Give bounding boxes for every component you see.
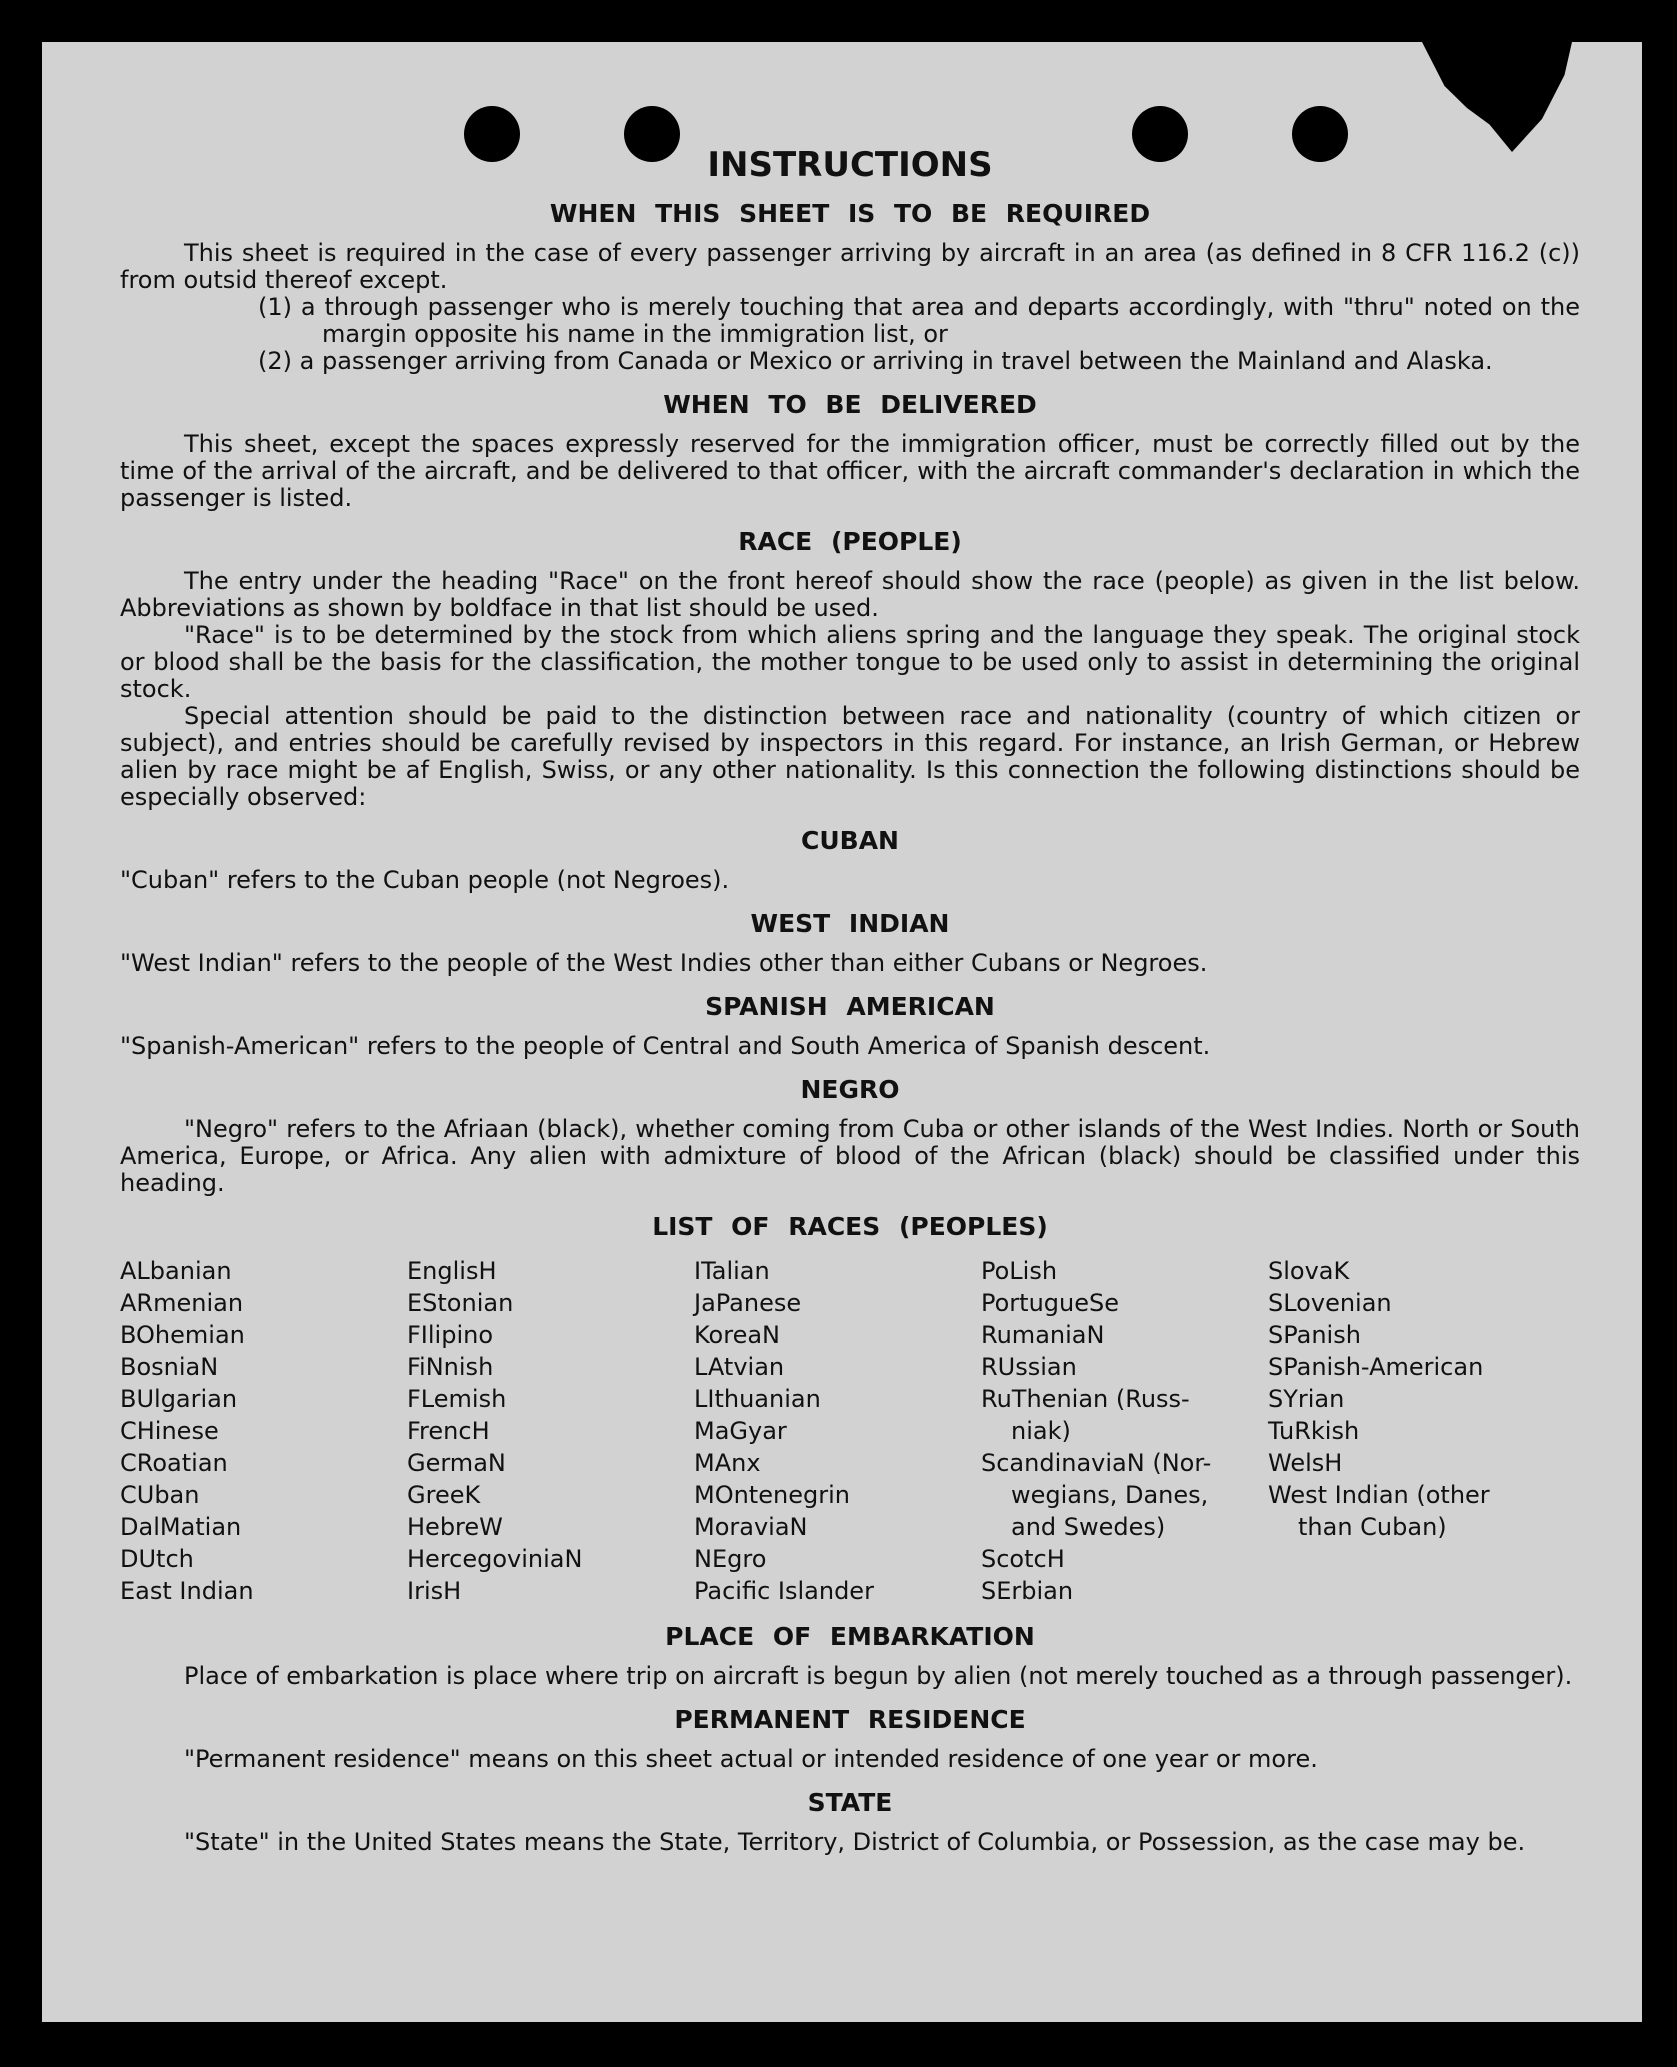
heading-embarkation: PLACE OF EMBARKATION bbox=[665, 1622, 1035, 1651]
race-list-item: than Cuban) bbox=[1298, 1513, 1447, 1541]
race-list-item: ALbanian bbox=[120, 1257, 232, 1285]
race-list-item: SlovaK bbox=[1268, 1257, 1350, 1285]
heading-cuban: CUBAN bbox=[801, 826, 899, 855]
heading-residence: PERMANENT RESIDENCE bbox=[674, 1705, 1026, 1734]
races-column-3 bbox=[694, 1255, 981, 1607]
west-indian-text: "West Indian" refers to the people of the West Indies other than either Cubans or Negroes. bbox=[120, 949, 1208, 977]
race-list-item: East Indian bbox=[120, 1577, 254, 1605]
heading-state: STATE bbox=[807, 1788, 893, 1817]
races-list bbox=[120, 1255, 1580, 1607]
race-list-item: BosniaN bbox=[120, 1353, 219, 1381]
race-list-item: IrisH bbox=[407, 1577, 462, 1605]
heading-west-indian: WEST INDIAN bbox=[750, 909, 950, 938]
race-list-item: WelsH bbox=[1268, 1449, 1343, 1477]
race-list-item: HercegoviniaN bbox=[407, 1545, 583, 1573]
race-list-item: RUssian bbox=[981, 1353, 1077, 1381]
race-list-item: CUban bbox=[120, 1481, 200, 1509]
race-list-item: ITalian bbox=[694, 1257, 770, 1285]
document-sheet bbox=[42, 42, 1642, 2022]
race-list-item: KoreaN bbox=[694, 1321, 780, 1349]
state-text: "State" in the United States means the State, Territory, District of Columbia, or Possession, as the case may be. bbox=[184, 1828, 1526, 1856]
negro-text: "Negro" refers to the Afriaan (black), whether coming from Cuba or other islands of the West Indies. North or South America, Europe, or Africa. Any alien with admixture of blood of the African (black) should be classified under this heading. bbox=[120, 1115, 1580, 1197]
heading-required: WHEN THIS SHEET IS TO BE REQUIRED bbox=[549, 199, 1151, 228]
race-list-item: FrencH bbox=[407, 1417, 490, 1445]
race-list-item: FIlipino bbox=[407, 1321, 494, 1349]
race-list-item: HebreW bbox=[407, 1513, 503, 1541]
race-list-item: GreeK bbox=[407, 1481, 481, 1509]
race-list-item: ARmenian bbox=[120, 1289, 244, 1317]
races-column-2 bbox=[407, 1255, 694, 1607]
race-list-item: ScandinaviaN (Nor- bbox=[981, 1449, 1212, 1477]
race-list-item: MaGyar bbox=[694, 1417, 787, 1445]
race-paragraph-3: Special attention should be paid to the distinction between race and nationality (country of which citizen or subject), and entries should be carefully revised by inspectors in this regard. For instance, an Irish German, or Hebrew alien by race might be af English, Swiss, or any other nationality. Is this connection the following distinctions should be especially observed: bbox=[120, 702, 1580, 811]
required-intro: This sheet is required in the case of every passenger arriving by aircraft in an area (as defined in 8 CFR 116.2 (c)) from outsid thereof except. bbox=[120, 239, 1580, 294]
race-list-item: BOhemian bbox=[120, 1321, 245, 1349]
race-list-item: West Indian (other bbox=[1268, 1481, 1490, 1509]
required-item-1: (1) a through passenger who is merely touching that area and departs accordingly, with "thru" noted on the margin opposite his name in the immigration list, or bbox=[258, 293, 1580, 348]
race-paragraph-2: "Race" is to be determined by the stock from which aliens spring and the language they speak. The original stock or blood shall be the basis for the classification, the mother tongue to be used only to assist in determining the original stock. bbox=[120, 621, 1580, 703]
race-list-item: NEgro bbox=[694, 1545, 767, 1573]
race-list-item: PortugueSe bbox=[981, 1289, 1119, 1317]
heading-delivered: WHEN TO BE DELIVERED bbox=[663, 390, 1037, 419]
race-list-item: ScotcH bbox=[981, 1545, 1065, 1573]
race-list-item: PoLish bbox=[981, 1257, 1058, 1285]
race-paragraph-1: The entry under the heading "Race" on the front hereof should show the race (people) as given in the list below. Abbreviations as shown by boldface in that list should be used. bbox=[120, 567, 1580, 622]
race-list-item: BUlgarian bbox=[120, 1385, 238, 1413]
race-list-item: LAtvian bbox=[694, 1353, 785, 1381]
race-list-item: GermaN bbox=[407, 1449, 506, 1477]
race-list-item: SPanish-American bbox=[1268, 1353, 1484, 1381]
race-list-item: FLemish bbox=[407, 1385, 507, 1413]
page-title: INSTRUCTIONS bbox=[707, 145, 993, 185]
race-list-item: wegians, Danes, bbox=[1011, 1481, 1209, 1509]
delivered-text: This sheet, except the spaces expressly reserved for the immigration officer, must be correctly filled out by the time of the arrival of the aircraft, and be delivered to that officer, with the aircraft commander's declaration in which the passenger is listed. bbox=[120, 430, 1580, 512]
race-list-item: LIthuanian bbox=[694, 1385, 821, 1413]
race-list-item: RumaniaN bbox=[981, 1321, 1105, 1349]
race-list-item: EnglisH bbox=[407, 1257, 497, 1285]
race-list-item: SLovenian bbox=[1268, 1289, 1392, 1317]
race-list-item: SErbian bbox=[981, 1577, 1074, 1605]
race-list-item: CHinese bbox=[120, 1417, 219, 1445]
heading-race: RACE (PEOPLE) bbox=[738, 527, 962, 556]
races-column-4 bbox=[981, 1255, 1268, 1607]
heading-spanish-american: SPANISH AMERICAN bbox=[705, 992, 995, 1021]
race-list-item: DUtch bbox=[120, 1545, 194, 1573]
embarkation-text: Place of embarkation is place where trip on aircraft is begun by alien (not merely touched as a through passenger). bbox=[184, 1662, 1573, 1690]
race-list-item: MoraviaN bbox=[694, 1513, 808, 1541]
race-list-item: TuRkish bbox=[1268, 1417, 1360, 1445]
races-column-5 bbox=[1268, 1255, 1555, 1607]
heading-negro: NEGRO bbox=[800, 1075, 900, 1104]
race-list-item: niak) bbox=[1011, 1417, 1071, 1445]
torn-corner bbox=[1422, 42, 1572, 152]
race-list-item: Pacific Islander bbox=[694, 1577, 874, 1605]
race-list-item: JaPanese bbox=[694, 1289, 802, 1317]
race-list-item: CRoatian bbox=[120, 1449, 228, 1477]
required-item-2: (2) a passenger arriving from Canada or Mexico or arriving in travel between the Mainland and Alaska. bbox=[258, 347, 1493, 375]
races-column-1 bbox=[120, 1255, 407, 1607]
instructions-content bbox=[120, 146, 1580, 1856]
race-list-item: MAnx bbox=[694, 1449, 761, 1477]
race-list-item: DalMatian bbox=[120, 1513, 242, 1541]
race-list-item: SYrian bbox=[1268, 1385, 1345, 1413]
race-list-item: FiNnish bbox=[407, 1353, 494, 1381]
race-list-item: MOntenegrin bbox=[694, 1481, 850, 1509]
race-list-item: RuThenian (Russ- bbox=[981, 1385, 1190, 1413]
race-list-item: SPanish bbox=[1268, 1321, 1361, 1349]
cuban-text: "Cuban" refers to the Cuban people (not Negroes). bbox=[120, 866, 730, 894]
race-list-item: EStonian bbox=[407, 1289, 514, 1317]
residence-text: "Permanent residence" means on this sheet actual or intended residence of one year or more. bbox=[184, 1745, 1318, 1773]
spanish-american-text: "Spanish-American" refers to the people of Central and South America of Spanish descent. bbox=[120, 1032, 1211, 1060]
heading-list-of-races: LIST OF RACES (PEOPLES) bbox=[652, 1212, 1048, 1241]
race-list-item: and Swedes) bbox=[1011, 1513, 1166, 1541]
